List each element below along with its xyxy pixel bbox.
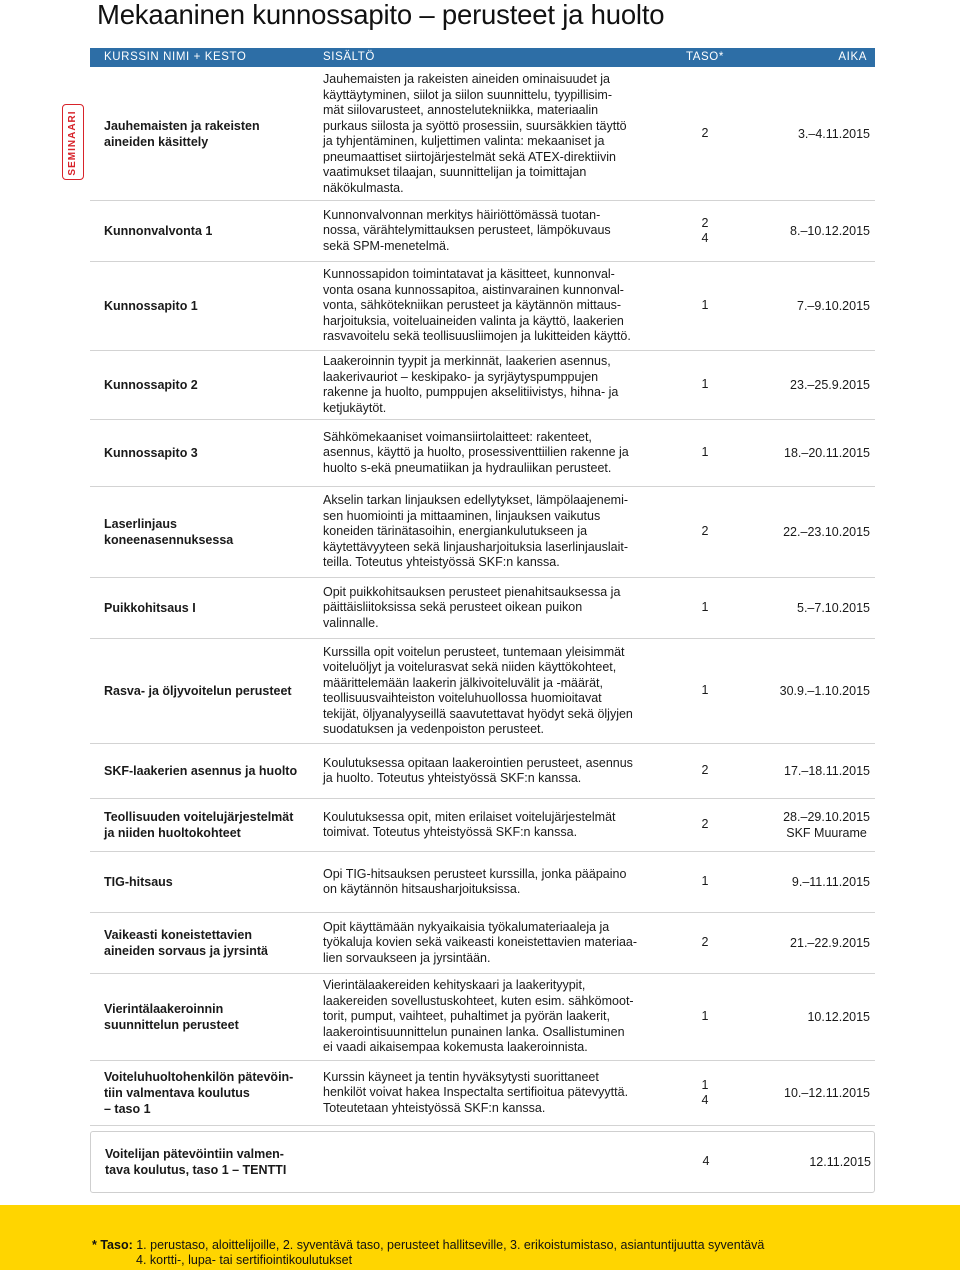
course-name: TIG-hitsaus (104, 875, 173, 889)
course-date: 30.9.–1.10.2015 (779, 684, 870, 698)
column-header-course: KURSSIN NIMI + KESTO (104, 51, 247, 63)
table-row (90, 351, 875, 420)
footnote-band (0, 1205, 960, 1270)
course-description: Koulutuksessa opitaan laakerointien perusteet, asennus ja huolto. Toteutus yhteistyössä SKF:n kanssa. (323, 755, 633, 785)
table-row (90, 420, 875, 487)
course-name: Vierintälaakeroinnin suunnittelun perusteet (104, 1002, 239, 1032)
level-footnote (92, 1238, 912, 1268)
table-row (90, 852, 875, 913)
course-level: 2 (701, 524, 709, 539)
course-level: 2 (701, 817, 709, 832)
column-header-content: SISÄLTÖ (323, 51, 375, 63)
course-date: 12.11.2015 (809, 1155, 871, 1169)
course-level: 1 (701, 298, 709, 313)
course-description: Kurssilla opit voitelun perusteet, tuntemaan yleisimmät voiteluöljyt ja voitelurasvat sekä niiden käyttökohteet, määrittelemään laakerin jälkivoiteluvälit ja -määrät, teollisuusvaihteiston voiteluhuollossa huomioitavat tekijät, öljyanalyyseillä saavutettavat hyödyt sekä öljyjen suodatuksen ja vedenpoiston perusteet. (323, 644, 633, 736)
course-name: Voitelijan pätevöintiin valmen- tava koulutus, taso 1 – TENTTI (105, 1147, 287, 1177)
course-description: Laakeroinnin tyypit ja merkinnät, laakerien asennus, laakerivauriot – keskipako- ja syrjäytyspumppujen rakenne ja huolto, pumppujen akselitiivistys, hihna- ja ketjukäytöt. (323, 354, 619, 415)
seminar-tag (62, 104, 84, 180)
course-level: 2 (701, 763, 709, 778)
course-name: Voiteluhuoltohenkilön pätevöin- tiin valmentava koulutus – taso 1 (104, 1070, 294, 1116)
column-header-bar (90, 48, 875, 67)
table-row (90, 578, 875, 639)
course-level: 1 (701, 600, 709, 615)
course-name: Laserlinjaus koneenasennuksessa (104, 517, 234, 547)
table-row (90, 262, 875, 351)
course-date: 3.–4.11.2015 (797, 127, 870, 141)
footnote-label: * Taso: (92, 1238, 133, 1252)
course-date: 21.–22.9.2015 (790, 936, 870, 950)
course-level: 4 (702, 1154, 710, 1169)
table-row (90, 799, 875, 852)
table-row (90, 974, 875, 1061)
course-date: 18.–20.11.2015 (784, 446, 870, 460)
course-description: Akselin tarkan linjauksen edellytykset, lämpölaajenemi- sen huomiointi ja mittaaminen, linjauksen vaikutus koneiden tärinätasoihin, energiankulutukseen ja käytettävyyteen sekä linjausharjoituksia laserlinjauslait- teilla. Toteutus yhteistyössä SKF:n kanssa. (323, 493, 629, 570)
course-name: Kunnossapito 2 (104, 378, 198, 392)
course-name: Kunnossapito 1 (104, 299, 198, 313)
course-description: Opit puikkohitsauksen perusteet pienahitsauksessa ja päittäisliitoksissa sekä perusteet oikean puikon valinnalle. (323, 584, 621, 630)
course-level: 1 (701, 683, 709, 698)
course-description: Kunnonvalvonnan merkitys häiriöttömässä tuotan- nossa, värähtelymittauksen perusteet, lämpökuvaus sekä SPM-menetelmä. (323, 207, 611, 253)
footnote-line-1: 1. perustaso, aloittelijoille, 2. syventävä taso, perusteet hallitseville, 3. erikoistumistaso, asiantuntijuutta syventävä (132, 1238, 765, 1252)
seminar-tag-label: SEMINAARI (67, 110, 78, 176)
course-name: Kunnonvalvonta 1 (104, 224, 213, 238)
course-description: Opit käyttämään nykyaikaisia työkalumateriaaleja ja työkaluja kovien sekä vaikeasti koneistettavien materiaa- lien sorvaukseen ja jyrsintään. (323, 919, 638, 965)
course-description: Kurssin käyneet ja tentin hyväksytysti suorittaneet henkilöt voivat hakea Inspectalta sertifioitua pätevyyttä. Toteutetaan yhteistyössä SKF:n kanssa. (323, 1069, 629, 1115)
page-title: Mekaaninen kunnossapito – perusteet ja huolto (97, 0, 665, 30)
course-date: 10.12.2015 (807, 1010, 870, 1024)
course-level: 2 4 (701, 215, 709, 245)
course-description: Vierintälaakereiden kehityskaari ja laakerityypit, laakereiden sovellustuskohteet, kuten esim. sähkömoot- torit, pumput, vaihteet, puhaltimet ja pyörän laakerit, laakerointisuunnittelun punainen lanka. Osallistuminen ei vaadi aikaisempaa kokemusta laakeroinnista. (323, 978, 634, 1055)
course-description: Sähkömekaaniset voimansiirtolaitteet: rakenteet, asennus, käyttö ja huolto, prosessiventtiilien rakenne ja huolto s-ekä pneumatiikan ja hydrauliikan perusteet. (323, 429, 629, 475)
course-level: 1 (701, 1009, 709, 1024)
course-level: 1 (701, 377, 709, 392)
course-description: Kunnossapidon toimintatavat ja käsitteet, kunnonval- vonta osana kunnossapitoa, aistinvarainen kunnonval- vonta, sähkötekniikan perusteet ja käytännön mittaus- harjoituksia, voiteluaineiden valinta ja käyttö, laakerien rasvavoitelu sekä teollisuusliimojen ja lukitteiden käyttö. (323, 267, 631, 344)
course-description: Koulutuksessa opit, miten erilaiset voitelujärjestelmät toimivat. Toteutus yhteistyössä SKF:n kanssa. (323, 809, 616, 839)
course-date: 22.–23.10.2015 (783, 525, 870, 539)
column-header-level: TASO* (686, 51, 724, 63)
table-row (90, 1061, 875, 1126)
course-date: 17.–18.11.2015 (784, 764, 870, 778)
course-level: 2 (701, 935, 709, 950)
course-level: 1 (701, 445, 709, 460)
course-name: Rasva- ja öljyvoitelun perusteet (104, 684, 292, 698)
course-date: 7.–9.10.2015 (797, 299, 870, 313)
footnote-line-2: 4. kortti-, lupa- tai sertifiointikoulutukset (136, 1253, 353, 1267)
course-date: 5.–7.10.2015 (797, 601, 870, 615)
course-description: Jauhemaisten ja rakeisten aineiden ominaisuudet ja käyttäytyminen, siilot ja siilon suunnittelu, tyypillisim- mät siilovarusteet, annostelutekniikka, materiaalin purkaus siilosta ja syöttö prosessiin, suursäkkien täyttö ja tyhjentäminen, kuljettimen valinta: mekaaniset ja pneumaattiset siirtojärjestelmät sekä ATEX-direktiivin vaatimukset tilaajan, suunnittelijan ja toimittajan näkökulmasta. (323, 72, 627, 195)
course-date: 9.–11.11.2015 (791, 875, 870, 889)
course-date: 23.–25.9.2015 (790, 378, 870, 392)
table-row (90, 201, 875, 262)
table-row (90, 744, 875, 799)
course-name: Kunnossapito 3 (104, 446, 198, 460)
course-date: 28.–29.10.2015 SKF Muurame (783, 810, 870, 840)
course-name: Teollisuuden voitelujärjestelmät ja niiden huoltokohteet (104, 810, 294, 840)
course-name: Jauhemaisten ja rakeisten aineiden käsittely (104, 119, 260, 149)
course-level: 1 4 (701, 1077, 709, 1107)
column-header-date: AIKA (838, 51, 867, 63)
course-name: SKF-laakerien asennus ja huolto (104, 764, 298, 778)
table-row (90, 68, 875, 201)
table-row (90, 913, 875, 974)
course-date: 10.–12.11.2015 (784, 1086, 870, 1100)
course-level: 1 (701, 874, 709, 889)
table-row (90, 639, 875, 744)
table-row (90, 1131, 875, 1193)
course-name: Vaikeasti koneistettavien aineiden sorvaus ja jyrsintä (104, 928, 268, 958)
course-level: 2 (701, 126, 709, 141)
course-table (90, 68, 875, 1193)
course-date: 8.–10.12.2015 (790, 224, 870, 238)
course-name: Puikkohitsaus I (104, 601, 196, 615)
course-description: Opi TIG-hitsauksen perusteet kurssilla, jonka pääpaino on käytännön hitsausharjoituksissa. (323, 866, 627, 896)
table-row (90, 487, 875, 578)
